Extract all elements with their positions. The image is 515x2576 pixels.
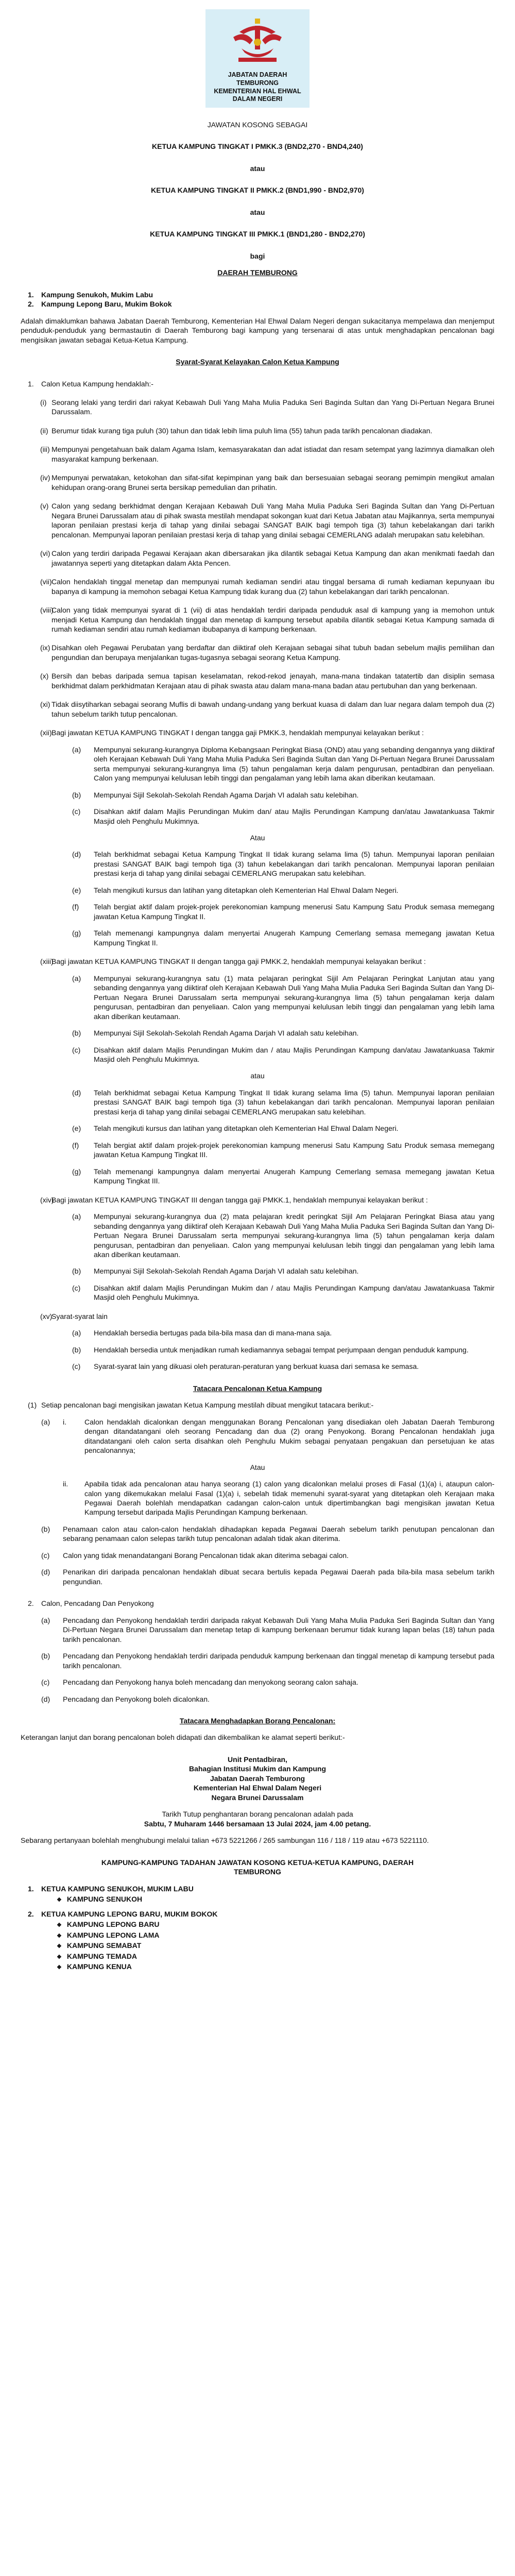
- sub-item: [21, 1694, 494, 1704]
- item-text: Disahkan aktif dalam Majlis Perundingan Mukim dan / atau Majlis Perundingan Kampung dan/atau Jawatankuasa Takmir Masjid oleh Penghulu Mukimnya.: [94, 1045, 494, 1063]
- item-text: Mempunyai sekurang-kurangnya satu (1) mata pelajaran peringkat Sijil Am Pelajaran Peringkat Lanjutan atau yang sebanding dengannya yang diiktiraf oleh Kerajaan Kebawah Duli Yang Maha Mulia Paduka Seri Baginda Sultan dan Yang Di-Pertuan Negara Brunei Darussalam serta mempunyai sekurang-kurangnya lima (5) tahun pengalaman kerja dalam pengurusan, pentadbiran dan penyeliaan. Calon yang mempunyai kelulusan lebih tinggi dan pengalaman yang lebih lama akan diberikan keutamaan.: [94, 974, 494, 1021]
- village-sub-item: ❖ KAMPUNG LEPONG BARU: [57, 1920, 494, 1929]
- requirement-item: [21, 643, 494, 662]
- item-text: Calon yang terdiri daripada Pegawai Kerajaan akan dibersarakan jika dilantik sebagai Ketua Kampung dan akan menikmati faedah dan jawatannya seperti yang ditetapkan dalam Akta Pencen.: [52, 549, 494, 567]
- or-text: atau: [250, 1072, 265, 1080]
- contact-info: Sebarang pertanyaan bolehlah menghubungi melalui talian +673 5221266 / 265 sambungan 116 / 118 / 119 atau +673 5221110.: [21, 1836, 429, 1845]
- submission-intro: Keterangan lanjut dan borang pencalonan boleh didapati dan dikembalikan ke alamat seperti berikut:-: [21, 1733, 345, 1742]
- item-letter: (c): [41, 1678, 50, 1687]
- item-number: (v): [40, 502, 49, 511]
- item-text: Penamaan calon atau calon-calon hendaklah dihadapkan kepada Pegawai Daerah sebelum tarikh penutupan pencalonan dan sebarang penamaan calon selepas tarikh tutup pencalonan adalah tidak akan diterima.: [63, 1524, 494, 1543]
- item-letter: (g): [72, 929, 81, 938]
- sub-item: [21, 1677, 494, 1687]
- other-conditions: [21, 1328, 494, 1371]
- requirement-item: [21, 445, 494, 464]
- item-text: Disahkan aktif dalam Majlis Perundingan Mukim dan / atau Majlis Perundingan Kampung dan/atau Jawatankuasa Takmir Masjid oleh Penghulu Mukimnya.: [94, 1283, 494, 1302]
- proposer-seconder-rules: [21, 1616, 494, 1704]
- item-letter: (b): [72, 1267, 81, 1276]
- nomination-item: (a) i. Calon hendaklah dicalonkan dengan menggunakan Borang Pencalonan yang disediakan oleh Jabatan Daerah Temburong dengan ditandatangani oleh seorang Pencadang dan dua (2) orang Penyokong. Borang Pencalonan hendaklah juga ditandatangani oleh calon serta disahkan oleh Penghulu Mukim sebagai penyataan pengakuan dan persetujuan ke atas pencalonannya;: [41, 1417, 494, 1455]
- requirement-item: [21, 671, 494, 690]
- office-line: JABATAN DAERAH: [228, 71, 287, 79]
- item-letter: (c): [41, 1551, 50, 1560]
- item-text: Mempunyai pengetahuan baik dalam Agama Islam, kemasyarakatan dan adat istiadat dan resam setempat yang lazimnya diamalkan oleh masyarakat kampung berkenaan.: [52, 445, 494, 463]
- address-line: Bahagian Institusi Mukim dan Kampung: [188, 1765, 327, 1773]
- item-letter: (d): [72, 850, 81, 859]
- sub-item: [21, 1283, 494, 1302]
- sub-item: [21, 1124, 494, 1133]
- sub-item: [21, 1551, 494, 1560]
- nomination-intro: (1) Setiap pencalonan bagi mengisikan jawatan Ketua Kampung mestilah dibuat mengikut tatacara berikut:-: [28, 1401, 374, 1410]
- item-letter: (c): [72, 1283, 81, 1292]
- sub-item: [21, 745, 494, 783]
- item-text: Calon yang tidak mempunyai syarat di 1 (vii) di atas hendaklah terdiri daripada penduduk asal di kampung yang ia memohon untuk menjadi Ketua Kampung dan hendaklah tinggal dan menetap di kampung tersebut apabila dilantik sebagai Ketua Kampung samada di rumah kediaman sendiri atau rumah kediaman ibubapanya di kampung berkenaan.: [52, 606, 494, 633]
- item-text: KETUA KAMPUNG SENUKOH, MUKIM LABU: [41, 1884, 194, 1893]
- village-sub-item: ❖ KAMPUNG LEPONG LAMA: [57, 1930, 494, 1940]
- item-letter: (e): [72, 886, 81, 894]
- for-text: bagi: [250, 251, 265, 260]
- tier2-qualifications: [21, 974, 494, 1064]
- tier1-alt-qualifications: [21, 850, 494, 947]
- requirement-item: [21, 398, 494, 417]
- village-sub-item: ❖ KAMPUNG SEMABAT: [57, 1941, 494, 1951]
- address-block: [21, 1755, 494, 1802]
- item-letter: (a): [41, 1616, 50, 1624]
- item-number: (vi): [40, 549, 50, 558]
- sub-item: [21, 850, 494, 878]
- item-number: (iv): [40, 473, 50, 482]
- item-letter: (b): [72, 790, 81, 799]
- office-line: KEMENTERIAN HAL EHWAL: [214, 87, 301, 95]
- tier1-qualifications: [21, 745, 494, 826]
- village-post-item: [21, 1884, 494, 1893]
- office-name: [209, 71, 306, 104]
- item-text: Mempunyai Sijil Sekolah-Sekolah Rendah Agama Darjah VI adalah satu kelebihan.: [94, 1029, 359, 1038]
- item-number: (iii): [40, 445, 50, 454]
- item-text: Telah memenangi kampungnya dalam menyertai Anugerah Kampung Cemerlang semasa memegang jawatan Ketua Kampung Tingkat III.: [94, 1167, 494, 1185]
- post-tier-3: KETUA KAMPUNG TINGKAT III PMKK.1 (BND1,280 - BND2,270): [150, 230, 365, 239]
- sub-item: [21, 1266, 494, 1276]
- item-text: Calon yang tidak menandatangani Borang Pencalonan tidak akan diterima sebagai calon.: [63, 1551, 349, 1560]
- announcement-page: [10, 0, 505, 1972]
- item-text: Telah mengikuti kursus dan latihan yang ditetapkan oleh Kementerian Hal Ehwal Dalam Negeri.: [94, 1124, 399, 1133]
- item-letter: (e): [72, 1124, 81, 1133]
- office-line: TEMBURONG: [236, 79, 279, 87]
- address-line: Kementerian Hal Ehwal Dalam Negeri: [193, 1784, 322, 1792]
- address-line: Negara Brunei Darussalam: [211, 1793, 304, 1802]
- item-letter: (a): [72, 1212, 81, 1221]
- requirements-heading: Syarat-Syarat Kelayakan Calon Ketua Kampung: [176, 358, 339, 366]
- post-tier-2: KETUA KAMPUNG TINGKAT II PMKK.2 (BND1,990 - BND2,970): [151, 186, 364, 195]
- requirement-item: [21, 700, 494, 719]
- item-text: Hendaklah bersedia bertugas pada bila-bila masa dan di mana-mana saja.: [94, 1329, 332, 1337]
- item-letter: (b): [41, 1652, 50, 1660]
- item-text: Telah berkhidmat sebagai Ketua Kampung Tingkat II tidak kurang selama lima (5) tahun. Mempunyai laporan penilaian prestasi SANGAT BAIK bagi tempoh tiga (3) tahun kebelakangan dari tarikh pencalonan. Mempunyai laporan penilaian prestasi kerja di tahap yang dinilai sebagai CEMERLANG merupakan satu kelebihan.: [94, 1088, 494, 1116]
- sub-item: [21, 1088, 494, 1116]
- item-number: (vii): [40, 578, 52, 586]
- item-number: 1.: [28, 1884, 34, 1893]
- item-text: Calon hendaklah tinggal menetap dan mempunyai rumah kediaman sendiri atau tinggal bersama di rumah kediaman kepunyaan ibu bapanya di kampung ia memohon sebagai Ketua Kampung tidak kurang dua (2) tahun kebelakangan dari tarikh pencalonan.: [52, 578, 494, 596]
- item-text: Bersih dan bebas daripada semua tapisan keselamatan, rekod-rekod jenayah, mana-mana tindakan tatatertib dan disiplin semasa berkhidmat dalam perkhidmatan Kerajaan atau di pihak swasta atau dalam mana-mana badan atau pertubuhan dan yang berkenaan.: [52, 672, 494, 690]
- item-text: Tidak diisytiharkan sebagai seorang Muflis di bawah undang-undang yang berkuat kuasa di dalam dan luar negara dalam tempoh dua (2) tahun sebelum tarikh tutup pencalonan.: [52, 700, 494, 718]
- item-number: (xi): [40, 700, 50, 709]
- requirement-item: [21, 577, 494, 596]
- item-text: Pencadang dan Penyokong hanya boleh mencadang dan menyokong seorang calon sahaja.: [63, 1678, 358, 1687]
- item-letter: (a): [72, 1329, 81, 1337]
- sub-item: [21, 1212, 494, 1259]
- village-post-list: [21, 1884, 494, 1972]
- item-text: Telah berkhidmat sebagai Ketua Kampung Tingkat II tidak kurang selama lima (5) tahun. Mempunyai laporan penilaian prestasi SANGAT BAIK bagi tempoh tiga (3) tahun kebelakangan dari tarikh pencalonan. Mempunyai laporan penilaian prestasi kerja di tahap yang dinilai sebagai CEMERLANG merupakan satu kelebihan.: [94, 850, 494, 878]
- requirement-item: (xiii) Bagi jawatan KETUA KAMPUNG TINGKAT II dengan tangga gaji PMKK.2, hendaklah mempunyai kelayakan berikut :: [40, 957, 426, 966]
- sub-item: [21, 1045, 494, 1064]
- item-text: Disahkan aktif dalam Majlis Perundingan Mukim dan/ atau Majlis Perundingan Kampung dan/atau Jawatankuasa Takmir Masjid oleh Penghulu Mukimnya.: [94, 807, 494, 825]
- item-number: (ii): [40, 426, 48, 435]
- item-letter: (c): [72, 807, 81, 816]
- sub-item: [21, 1328, 494, 1337]
- nomination-heading: Tatacara Pencalonan Ketua Kampung: [193, 1384, 322, 1393]
- sub-item: [21, 1345, 494, 1354]
- item-text: Telah bergiat aktif dalam projek-projek perekonomian kampung menerusi Satu Kampung Satu Produk semasa memegang jawatan Ketua Kampung Tingkat III.: [94, 1141, 494, 1159]
- letterhead: [21, 9, 494, 108]
- deadline-date: Sabtu, 7 Muharam 1446 bersamaan 13 Julai 2024, jam 4.00 petang.: [144, 1819, 371, 1828]
- village-item: 1. Kampung Senukoh, Mukim Labu: [28, 290, 153, 299]
- vacancy-title: JAWATAN KOSONG SEBAGAI: [207, 120, 308, 129]
- letterhead-box: [205, 9, 310, 108]
- item-number: (xii): [40, 728, 52, 737]
- village-sub-item: ❖ KAMPUNG TEMADA: [57, 1952, 494, 1961]
- item-letter: (a): [72, 745, 81, 754]
- item-text: Mempunyai perwatakan, ketokohan dan sifat-sifat kepimpinan yang baik dan bersesuaian sebagai seorang pemimpin mengikut amalan kehidupan orang-orang Brunei serta bersikap pemedulian dan prihatin.: [52, 473, 494, 492]
- item-number: (ix): [40, 643, 50, 652]
- district-title: DAERAH TEMBURONG: [217, 268, 298, 277]
- submission-heading: Tatacara Menghadapkan Borang Pencalonan:: [179, 1717, 336, 1725]
- item-letter: (b): [41, 1524, 50, 1533]
- item-letter: (d): [41, 1568, 50, 1577]
- or-text: atau: [250, 164, 265, 173]
- village-sub-list: [21, 1894, 494, 1904]
- village-sub-item: ❖ KAMPUNG SENUKOH: [57, 1894, 494, 1904]
- sub-item: [21, 974, 494, 1021]
- nomination-item: ii. Apabila tidak ada pencalonan atau hanya seorang (1) calon yang dicalonkan melalui proses di Fasal (1)(a) i, ataupun calon-calon yang dikemukakan melalui Fasal (1)(a) i, sebelah tidak memenuhi syarat-syarat yang ditetapkan oleh Kerajaan maka Pegawai Daerah bolehlah mendapatkan cadangan calon-calon untuk dipertimbangkan bagi mengisikan jawatan Ketua Kampung tersebut daripada Majlis Perundingan Kampung berkenaan.: [63, 1480, 494, 1517]
- item-text: Telah mengikuti kursus dan latihan yang ditetapkan oleh Kementerian Hal Ehwal Dalam Negeri.: [94, 886, 399, 894]
- item-text: Mempunyai sekurang-kurangnya dua (2) mata pelajaran kredit peringkat Sijil Am Pelajaran Peringkat Biasa atau yang sebanding dengannya yang diiktiraf oleh Kerajaan Kebawah Duli Yang Maha Mulia Paduka Seri Baginda Sultan dan Yang Di-Pertuan Negara Brunei Darussalam serta mempunyai sekurang-kurangnya lima (5) tahun pengalaman kerja dalam pengurusan, pentadbiran dan penyeliaan. Calon yang mempunyai kelulusan lebih tinggi dan pengalaman yang lebih lama akan diberikan keutamaan.: [94, 1212, 494, 1259]
- post-tier-1: KETUA KAMPUNG TINGKAT I PMKK.3 (BND2,270 - BND4,240): [152, 142, 363, 151]
- item-letter: (f): [72, 1141, 79, 1149]
- requirement-item: [21, 605, 494, 634]
- item-number: (i): [40, 398, 47, 406]
- item-text: Calon yang sedang berkhidmat dengan Kerajaan Kebawah Duli Yang Maha Mulia Paduka Seri Baginda Sultan dan Yang Di-Pertuan Negara Brunei Darussalam atau di pihak swasta mestilah mendapat sokongan kuat dari Ketua Jabatan atau Majikannya, serta mempunyai laporan penilaian prestasi kerja di tahap yang dinilai sebagai SANGAT BAIK bagi tempoh tiga (3) tahun kebelakangan dari tarikh pencalonan. Mempunyai laporan penilaian prestasi kerja di tahap yang dinilai sebagai CEMERLANG adalah merupakan satu kelebihan.: [52, 502, 494, 539]
- sub-item: [21, 807, 494, 826]
- item-text: Pencadang dan Penyokong boleh dicalonkan.: [63, 1694, 210, 1703]
- item-letter: (b): [72, 1345, 81, 1354]
- item-number: (x): [40, 672, 49, 681]
- item-text: Telah bergiat aktif dalam projek-projek perekonomian kampung menerusi Satu Kampung Satu Produk semasa memegang jawatan Ketua Kampung Tingkat II.: [94, 903, 494, 921]
- sub-item: [21, 790, 494, 800]
- deadline-text: Tarikh Tutup penghantaran borang pencalonan adalah pada: [162, 1810, 353, 1819]
- requirement-item: [21, 549, 494, 568]
- requirement-item: (xv) Syarat-syarat lain: [40, 1312, 108, 1320]
- requirement-item: [21, 501, 494, 539]
- item-text: Telah memenangi kampungnya dalam menyertai Anugerah Kampung Cemerlang semasa memegang jawatan Ketua Kampung Tingkat II.: [94, 929, 494, 947]
- sub-item: [21, 1028, 494, 1038]
- item-letter: (f): [72, 903, 79, 911]
- or-text: Atau: [250, 1463, 265, 1471]
- item-text: Hendaklah bersedia untuk menjadikan rumah kediamannya sebagai tempat perjumpaan dengan penduduk kampung.: [94, 1345, 469, 1354]
- item-text: Bagi jawatan KETUA KAMPUNG TINGKAT I dengan tangga gaji PMKK.3, hendaklah mempunyai kelayakan berikut :: [52, 728, 424, 737]
- brunei-crest-icon: [224, 14, 291, 66]
- village-sub-list: [21, 1920, 494, 1972]
- village-list-heading: KAMPUNG-KAMPUNG TADAHAN JAWATAN KOSONG KETUA-KETUA KAMPUNG, DAERAH TEMBURONG: [101, 1858, 414, 1876]
- village-list: [21, 290, 494, 309]
- item-number: (viii): [40, 606, 54, 615]
- nomination-list: [21, 1524, 494, 1586]
- item-text: KETUA KAMPUNG LEPONG BARU, MUKIM BOKOK: [41, 1909, 218, 1918]
- intro-paragraph: Adalah dimaklumkan bahawa Jabatan Daerah Temburong, Kementerian Hal Ehwal Dalam Negeri dengan sukacitanya mempelawa dan menjemput penduduk-penduduk yang bermastautin di Daerah Temburong bagi kampung yang tersenarai di atas untuk menghadapkan pencalonan bagi mengisikan jawatan sebagai Ketua-Ketua Kampung.: [21, 316, 494, 344]
- sub-item: [21, 902, 494, 921]
- requirement-item: [21, 473, 494, 492]
- or-text: atau: [250, 208, 265, 216]
- requirement-item: [21, 426, 494, 435]
- tier2-alt-qualifications: [21, 1088, 494, 1186]
- item-letter: (d): [41, 1694, 50, 1703]
- item-text: Disahkan oleh Pegawai Perubatan yang berdaftar dan diiktiraf oleh Kerajaan sebagai sihat tubuh badan sebelum majlis pemilihan dan pengundian dan berupaya menjalankan tugas-tugasnya sebagai seorang Ketua Kampung.: [52, 643, 494, 662]
- item-text: Seorang lelaki yang terdiri dari rakyat Kebawah Duli Yang Maha Mulia Paduka Seri Baginda Sultan dan Yang Di-Pertuan Negara Brunei Darussalam.: [52, 398, 494, 416]
- item-letter: (a): [72, 974, 81, 982]
- sub-item: [21, 1651, 494, 1670]
- item-text: Mempunyai Sijil Sekolah-Sekolah Rendah Agama Darjah VI adalah satu kelebihan.: [94, 790, 359, 799]
- sub-item: [21, 1616, 494, 1644]
- sub-item: [21, 928, 494, 947]
- sub-item: [21, 1362, 494, 1371]
- item-text: Berumur tidak kurang tiga puluh (30) tahun dan tidak lebih lima puluh lima (55) tahun pada tarikh pencalonan diadakan.: [52, 426, 433, 435]
- item-text: Syarat-syarat lain yang dikuasi oleh peraturan-peraturan yang berkuat kuasa dari semasa ke semasa.: [94, 1362, 419, 1371]
- sub-item: [21, 886, 494, 895]
- requirements-list: [21, 398, 494, 738]
- item-number: 2.: [28, 1909, 34, 1918]
- item-text: Mempunyai sekurang-kurangnya Diploma Kebangsaan Peringkat Biasa (OND) atau yang sebanding dengannya yang diiktiraf oleh Kerajaan Kebawah Duli Yang Maha Mulia Paduka Seri Baginda Sultan dan Yang Di-Pertuan Negara Brunei Darussalam serta mempunyai sekurang-kurangnya lima (5) tahun pengalaman kerja dalam pengurusan, pentadbiran dan penyeliaan. Calon yang mempunyai kelulusan lebih tinggi dan pengalaman yang lebih lama akan diberikan keutamaan.: [94, 745, 494, 783]
- item-letter: (d): [72, 1088, 81, 1097]
- requirements-intro: 1. Calon Ketua Kampung hendaklah:-: [28, 379, 153, 388]
- item-text: Penarikan diri daripada pencalonan hendaklah dibuat secara bertulis kepada Pegawai Daerah pada bila-bila masa sebelum tarikh pengundian.: [63, 1568, 494, 1586]
- or-text: Atau: [250, 834, 265, 842]
- item-letter: (c): [72, 1362, 81, 1371]
- item-letter: (g): [72, 1167, 81, 1176]
- sub-item: [21, 1567, 494, 1586]
- requirement-item: [21, 728, 494, 737]
- village-sub-item: ❖ KAMPUNG KENUA: [57, 1962, 494, 1972]
- sub-item: [21, 1524, 494, 1544]
- item-text: Pencadang dan Penyokong hendaklah terdiri daripada penduduk kampung berkenaan dan tinggal menetap di kampung tersebut pada tarikh pencalonan.: [63, 1652, 494, 1670]
- requirement-item: (xiv) Bagi jawatan KETUA KAMPUNG TINGKAT III dengan tangga gaji PMKK.1, hendaklah mempunyai kelayakan berikut :: [40, 1195, 428, 1204]
- office-line: DALAM NEGERI: [232, 95, 283, 103]
- sub-item: [21, 1167, 494, 1186]
- village-item: 2. Kampung Lepong Baru, Mukim Bokok: [28, 300, 172, 309]
- address-line: Jabatan Daerah Temburong: [210, 1774, 305, 1783]
- item-letter: (c): [72, 1045, 81, 1054]
- village-post-item: [21, 1909, 494, 1919]
- tier3-qualifications: [21, 1212, 494, 1302]
- item-text: Mempunyai Sijil Sekolah-Sekolah Rendah Agama Darjah VI adalah satu kelebihan.: [94, 1267, 359, 1276]
- item-text: Pencadang dan Penyokong hendaklah terdiri daripada rakyat Kebawah Duli Yang Maha Mulia Paduka Seri Baginda Sultan dan Yang Di-Pertuan Negara Brunei Darussalam dan menetap tetap di kampung berkenaan berumur tidak kurang lapan belas (18) tahun pada tarikh pencalonan.: [63, 1616, 494, 1643]
- item-letter: (b): [72, 1029, 81, 1038]
- address-line: Unit Pentadbiran,: [228, 1755, 287, 1764]
- sub-item: [21, 1141, 494, 1160]
- nomination-section-2: 2. Calon, Pencadang Dan Penyokong: [28, 1599, 154, 1608]
